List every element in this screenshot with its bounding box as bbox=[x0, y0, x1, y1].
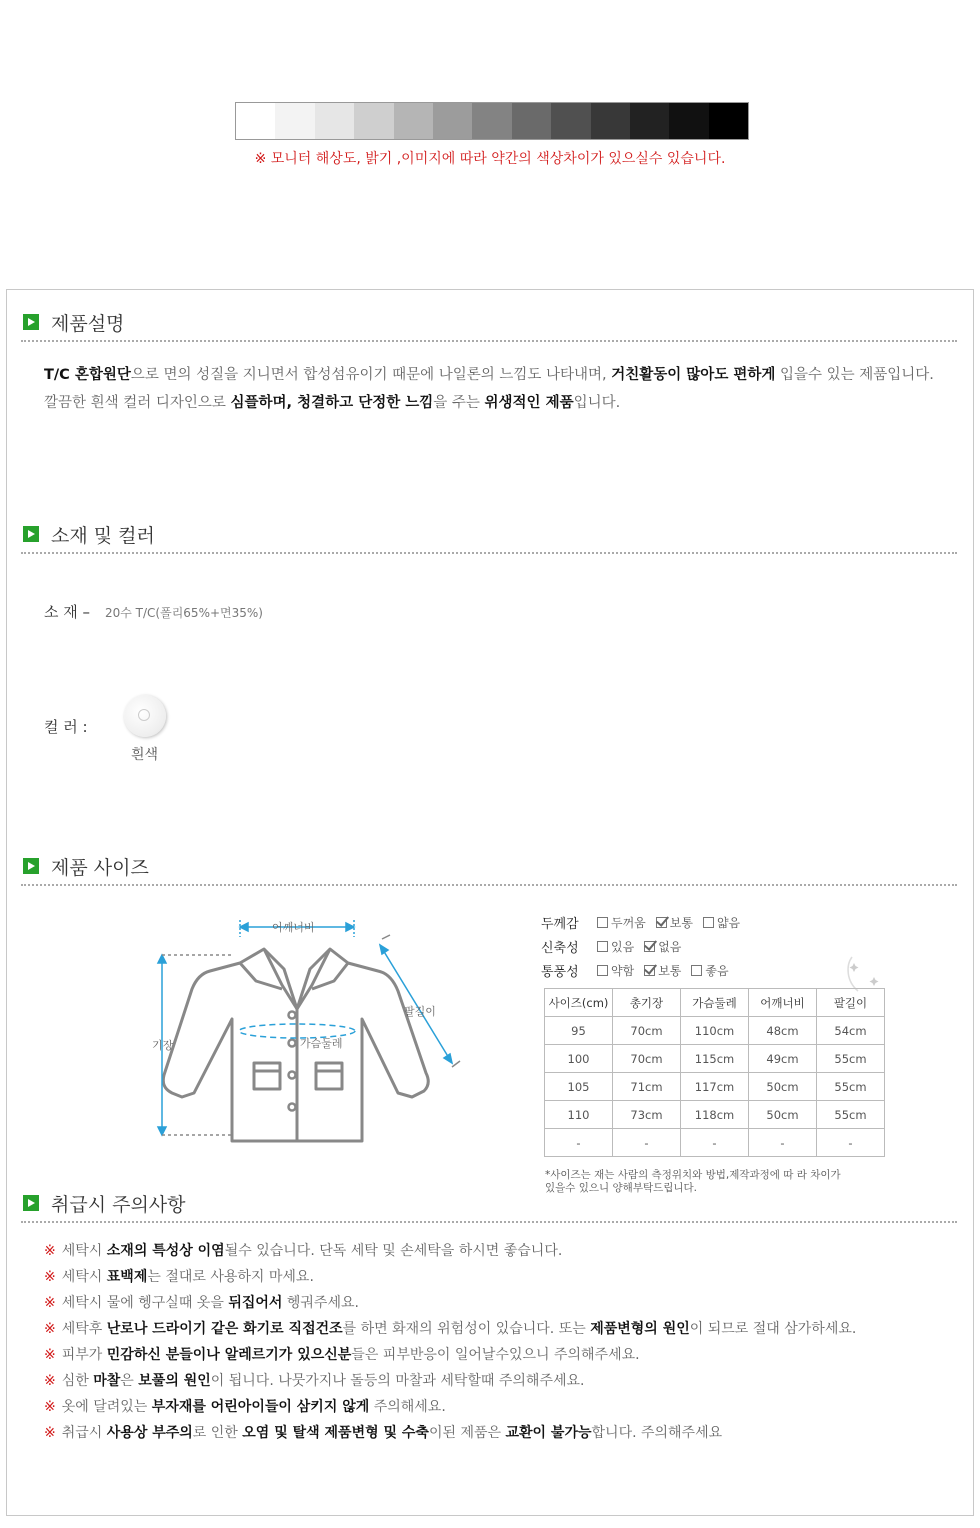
plain-text: 될수 있습니다. 단독 세탁 및 손세탁을 하시면 좋습니다. bbox=[224, 1243, 563, 1259]
table-cell: 50cm bbox=[749, 1073, 817, 1101]
table-cell: 115cm bbox=[681, 1045, 749, 1073]
checkbox-icon bbox=[597, 941, 608, 952]
arrow-box-icon bbox=[23, 1195, 39, 1211]
table-header-row bbox=[545, 989, 885, 1017]
table-cell: 70cm bbox=[613, 1045, 681, 1073]
emphasis-text: 사용상 부주의 bbox=[106, 1425, 193, 1441]
emphasis-text: 오염 및 탈색 제품변형 및 수축 bbox=[242, 1425, 429, 1441]
checkbox-icon bbox=[597, 965, 608, 976]
section-size-title bbox=[23, 852, 149, 880]
material-value: 20수 T/C(폴리65%+면35%) bbox=[105, 606, 263, 620]
list-item bbox=[44, 1316, 856, 1342]
property-row bbox=[541, 958, 750, 982]
grayscale-swatch bbox=[354, 103, 393, 139]
emphasis-text: 제품변형의 원인 bbox=[590, 1321, 690, 1337]
emphasis-text: 교환이 불가능 bbox=[505, 1425, 592, 1441]
plain-text: 이 됩니다. 나뭇가지나 돌등의 마찰과 세탁할때 주의해주세요. bbox=[210, 1373, 585, 1389]
grayscale-swatch bbox=[512, 103, 551, 139]
grayscale-swatch bbox=[394, 103, 433, 139]
checkbox-icon bbox=[691, 965, 702, 976]
property-option bbox=[597, 938, 634, 955]
product-info-panel bbox=[6, 289, 974, 1516]
divider bbox=[21, 1221, 957, 1223]
fabric-properties bbox=[541, 910, 750, 982]
property-option-label: 약함 bbox=[611, 963, 635, 978]
table-header-cell: 사이즈(cm) bbox=[545, 989, 613, 1017]
section-caution-title bbox=[23, 1189, 186, 1217]
size-note bbox=[545, 1169, 841, 1195]
checked-box-icon bbox=[656, 917, 667, 928]
arrow-box-icon bbox=[23, 314, 39, 330]
table-cell: 110cm bbox=[681, 1017, 749, 1045]
property-row bbox=[541, 910, 750, 934]
property-option bbox=[597, 962, 634, 979]
property-option-label: 두꺼움 bbox=[611, 915, 646, 930]
table-cell: - bbox=[545, 1129, 613, 1157]
table-cell: 55cm bbox=[817, 1101, 885, 1129]
table-cell: 50cm bbox=[749, 1101, 817, 1129]
plain-text: 로 인한 bbox=[192, 1425, 243, 1441]
grayscale-swatch bbox=[433, 103, 472, 139]
table-cell: 73cm bbox=[613, 1101, 681, 1129]
property-row bbox=[541, 934, 750, 958]
table-cell: - bbox=[681, 1129, 749, 1157]
plain-text: 는 절대로 사용하지 마세요. bbox=[147, 1269, 314, 1285]
property-option bbox=[703, 914, 740, 931]
checked-box-icon bbox=[644, 965, 655, 976]
property-label: 통풍성 bbox=[541, 964, 579, 980]
table-cell: 105 bbox=[545, 1073, 613, 1101]
table-header-cell: 어깨너비 bbox=[749, 989, 817, 1017]
plain-text: 합니다. 주의해주세요 bbox=[591, 1425, 723, 1441]
reference-mark-icon: ※ bbox=[44, 1269, 56, 1285]
section-title-text: 취급시 주의사항 bbox=[51, 1193, 186, 1216]
list-item bbox=[44, 1238, 856, 1264]
divider bbox=[21, 552, 957, 554]
table-cell: 55cm bbox=[817, 1073, 885, 1101]
plain-text: 피부가 bbox=[61, 1347, 107, 1363]
diagram-label-sleeve: 팔길이 bbox=[404, 1005, 436, 1018]
property-option-label: 없음 bbox=[658, 939, 682, 954]
table-cell: 55cm bbox=[817, 1045, 885, 1073]
size-table bbox=[544, 988, 885, 1157]
emphasis-text: 보풀의 원인 bbox=[138, 1373, 211, 1389]
emphasis-text: 심플하며, 청결하고 단정한 느낌 bbox=[230, 395, 434, 411]
property-option bbox=[656, 914, 693, 931]
grayscale-bar bbox=[235, 102, 749, 140]
plain-text: 깔끔한 흰색 컬러 디자인으로 bbox=[44, 395, 231, 411]
property-option-label: 보통 bbox=[669, 915, 693, 930]
section-title-text: 제품설명 bbox=[51, 312, 125, 335]
plain-text: 세탁후 bbox=[61, 1321, 107, 1337]
property-option-label: 좋음 bbox=[705, 963, 729, 978]
emphasis-text: 뒤집어서 bbox=[228, 1295, 283, 1311]
table-cell: 118cm bbox=[681, 1101, 749, 1129]
reference-mark-icon: ※ bbox=[44, 1425, 56, 1441]
reference-mark-icon: ※ bbox=[44, 1243, 56, 1259]
property-label: 신축성 bbox=[541, 940, 579, 956]
plain-text: 취급시 bbox=[61, 1425, 107, 1441]
table-row bbox=[545, 1073, 885, 1101]
checkbox-icon bbox=[597, 917, 608, 928]
table-cell: 95 bbox=[545, 1017, 613, 1045]
plain-text: 은 bbox=[120, 1373, 139, 1389]
table-cell: 117cm bbox=[681, 1073, 749, 1101]
grayscale-swatch bbox=[591, 103, 630, 139]
list-item bbox=[44, 1264, 856, 1290]
plain-text: 을 주는 bbox=[433, 395, 485, 411]
table-row bbox=[545, 1045, 885, 1073]
table-cell: 110 bbox=[545, 1101, 613, 1129]
plain-text: 세탁시 물에 헹구실때 옷을 bbox=[61, 1295, 229, 1311]
grayscale-swatch bbox=[315, 103, 354, 139]
grayscale-swatch bbox=[236, 103, 275, 139]
color-notice: ※ 모니터 해상도, 밝기 ,이미지에 따라 약간의 색상차이가 있으실수 있습니다. bbox=[254, 151, 726, 167]
table-cell: 48cm bbox=[749, 1017, 817, 1045]
grayscale-swatch bbox=[551, 103, 590, 139]
property-option-label: 보통 bbox=[658, 963, 682, 978]
description-text bbox=[44, 361, 934, 417]
table-cell: - bbox=[613, 1129, 681, 1157]
plain-text: 를 하면 화재의 위험성이 있습니다. 또는 bbox=[342, 1321, 591, 1337]
list-item bbox=[44, 1342, 856, 1368]
reference-mark-icon: ※ bbox=[44, 1347, 56, 1363]
emphasis-text: T/C 혼합원단 bbox=[44, 367, 131, 383]
section-description-title bbox=[23, 308, 124, 336]
table-cell: 54cm bbox=[817, 1017, 885, 1045]
grayscale-swatch bbox=[709, 103, 748, 139]
shirt-measure-diagram bbox=[142, 915, 472, 1155]
reference-mark-icon: ※ bbox=[44, 1321, 56, 1337]
description-line-2 bbox=[44, 389, 934, 417]
plain-text: 이 되므로 절대 삼가하세요. bbox=[689, 1321, 857, 1337]
plain-text: 주의해세요. bbox=[369, 1399, 446, 1415]
plain-text: 입을수 있는 제품입니다. bbox=[775, 367, 934, 383]
table-row bbox=[545, 1101, 885, 1129]
reference-mark-icon: ※ bbox=[44, 1399, 56, 1415]
emphasis-text: 표백제 bbox=[106, 1269, 148, 1285]
table-cell: 49cm bbox=[749, 1045, 817, 1073]
divider bbox=[21, 884, 957, 886]
grayscale-swatch bbox=[472, 103, 511, 139]
table-cell: 100 bbox=[545, 1045, 613, 1073]
arrow-box-icon bbox=[23, 526, 39, 542]
table-cell: 71cm bbox=[613, 1073, 681, 1101]
property-option-label: 얇음 bbox=[716, 915, 741, 930]
list-item bbox=[44, 1290, 856, 1316]
plain-text: 으로 면의 성질을 지니면서 합성섬유이기 때문에 나일론의 느낌도 나타내며, bbox=[130, 367, 612, 383]
emphasis-text: 난로나 드라이기 같은 화기로 직접건조 bbox=[106, 1321, 343, 1337]
property-option bbox=[691, 962, 728, 979]
checkbox-icon bbox=[703, 917, 714, 928]
plain-text: 헹궈주세요. bbox=[282, 1295, 359, 1311]
emphasis-text: 소재의 특성상 이염 bbox=[106, 1243, 225, 1259]
caution-list bbox=[44, 1238, 856, 1446]
property-option bbox=[644, 962, 681, 979]
emphasis-text: 마찰 bbox=[93, 1373, 121, 1389]
property-option-label: 있음 bbox=[611, 939, 635, 954]
grayscale-swatch bbox=[669, 103, 708, 139]
plain-text: 옷에 달려있는 bbox=[61, 1399, 152, 1415]
size-note-line: *사이즈는 재는 사람의 측정위치와 방법,제작과정에 따 라 차이가 bbox=[545, 1169, 841, 1181]
arrow-box-icon bbox=[23, 858, 39, 874]
list-item bbox=[44, 1394, 856, 1420]
plain-text: 이된 제품은 bbox=[428, 1425, 506, 1441]
section-title-text: 제품 사이즈 bbox=[51, 856, 149, 879]
table-row bbox=[545, 1129, 885, 1157]
diagram-label-shoulder: 어깨너비 bbox=[272, 921, 315, 934]
section-material-title bbox=[23, 520, 155, 548]
emphasis-text: 민감하신 분들이나 알레르기가 있으신분 bbox=[106, 1347, 352, 1363]
table-cell: - bbox=[817, 1129, 885, 1157]
material-label: 소 재 – bbox=[44, 603, 91, 621]
emphasis-text: 거친활동이 많아도 편하게 bbox=[611, 367, 776, 383]
reference-mark-icon: ※ bbox=[44, 1373, 56, 1389]
section-title-text: 소재 및 컬러 bbox=[51, 524, 155, 547]
table-header-cell: 총기장 bbox=[613, 989, 681, 1017]
emphasis-text: 부자재를 어린아이들이 삼키지 않게 bbox=[151, 1399, 370, 1415]
table-row bbox=[545, 1017, 885, 1045]
color-label: 컬 러 : bbox=[44, 718, 88, 736]
property-option bbox=[597, 914, 646, 931]
color-swatch-white bbox=[124, 695, 166, 737]
plain-text: 세탁시 bbox=[61, 1243, 107, 1259]
diagram-label-chest: 가슴둘레 bbox=[300, 1037, 343, 1050]
property-option bbox=[644, 938, 681, 955]
table-header-cell: 팔길이 bbox=[817, 989, 885, 1017]
checked-box-icon bbox=[644, 941, 655, 952]
plain-text: 들은 피부반응이 일어날수있으니 주의해주세요. bbox=[351, 1347, 640, 1363]
diagram-label-length: 기장 bbox=[152, 1039, 174, 1052]
plain-text: 세탁시 bbox=[61, 1269, 107, 1285]
grayscale-swatch bbox=[275, 103, 314, 139]
divider bbox=[21, 340, 957, 342]
color-name: 흰색 bbox=[131, 747, 159, 763]
description-line-1 bbox=[44, 361, 934, 389]
plain-text: 입니다. bbox=[573, 395, 621, 411]
emphasis-text: 위생적인 제품 bbox=[484, 395, 574, 411]
list-item bbox=[44, 1420, 856, 1446]
table-header-cell: 가슴둘레 bbox=[681, 989, 749, 1017]
table-cell: 70cm bbox=[613, 1017, 681, 1045]
grayscale-swatch bbox=[630, 103, 669, 139]
table-cell: - bbox=[749, 1129, 817, 1157]
plain-text: 심한 bbox=[61, 1373, 94, 1389]
property-label: 두께감 bbox=[541, 916, 579, 932]
size-note-line: 있을수 있으니 양해부탁드립니다. bbox=[545, 1182, 698, 1194]
list-item bbox=[44, 1368, 856, 1394]
reference-mark-icon: ※ bbox=[44, 1295, 56, 1311]
